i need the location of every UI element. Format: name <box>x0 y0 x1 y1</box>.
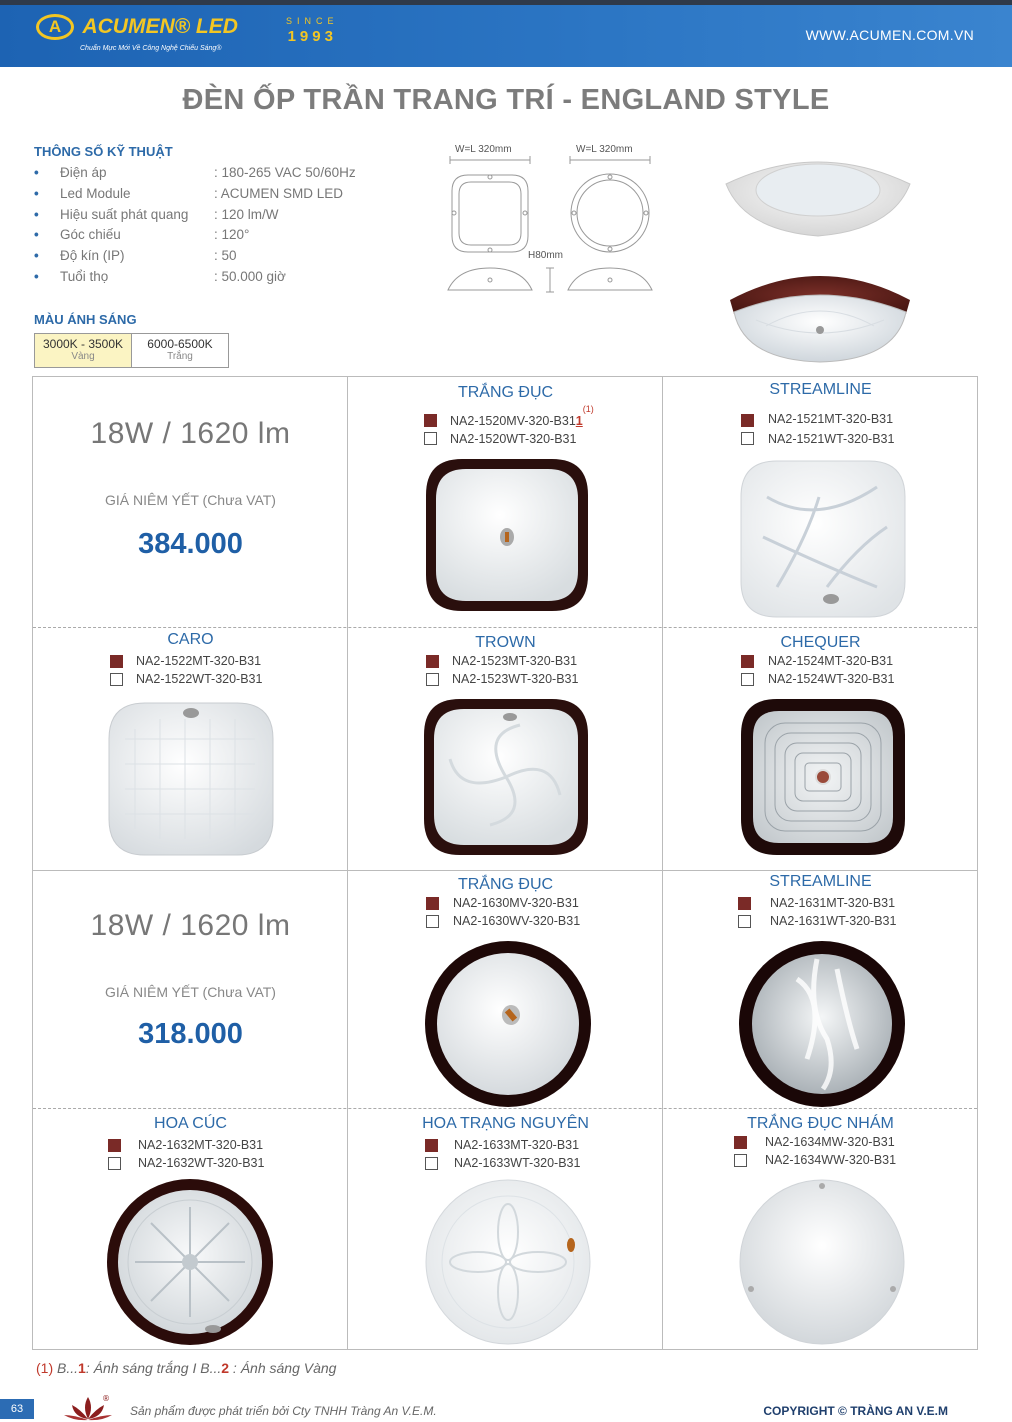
page-header <box>0 0 1012 67</box>
lamp-round-wood-streamline <box>737 939 907 1109</box>
cool-range: 6000-6500K <box>147 337 213 351</box>
product-name: TROWN <box>475 634 536 651</box>
round-width-label: W=L 320mm <box>576 144 633 155</box>
product-name: STREAMLINE <box>769 381 872 398</box>
lamp-round-white-hoa-trang-nguyen <box>423 1177 593 1347</box>
lamp-round-wood-plain <box>423 939 593 1109</box>
group1-wattage: 18W / 1620 lm <box>90 417 291 450</box>
specs-list <box>34 165 374 290</box>
spec-value: : 50 <box>214 248 237 264</box>
color-checkbox[interactable] <box>425 1157 438 1170</box>
since-label: SINCE <box>286 16 339 26</box>
group2-price-label: GIÁ NIÊM YẾT (Chưa VAT) <box>105 984 276 1000</box>
product-code: NA2-1630MV-320-B31 <box>453 896 579 910</box>
lamp-square-wood-trown <box>420 695 592 859</box>
spec-value: : 180-265 VAC 50/60Hz <box>214 165 356 180</box>
spec-row: • Led Module : ACUMEN SMD LED <box>34 185 344 201</box>
product-name: TRẮNG ĐỤC <box>457 876 554 893</box>
cool-light-option <box>131 333 229 368</box>
spec-key: Độ kín (IP) <box>60 248 125 264</box>
footnote-mark: 1 <box>575 414 583 429</box>
color-checkbox[interactable] <box>110 673 123 686</box>
spec-row: • Điện áp : 180-265 VAC 50/60Hz <box>34 165 356 180</box>
product-code: NA2-1631WT-320-B31 <box>770 914 897 928</box>
color-checkbox[interactable] <box>426 897 439 910</box>
spec-key: Tuổi thọ <box>60 268 109 284</box>
spec-row: • Tuổi thọ : 50.000 giờ <box>34 268 286 284</box>
footnote-text-2: : Ánh sáng Vàng <box>229 1360 337 1376</box>
specs-heading: THÔNG SỐ KỸ THUẬT <box>34 144 173 159</box>
page-title: ĐÈN ỐP TRẦN TRANG TRÍ - ENGLAND STYLE <box>182 84 830 116</box>
product-code: NA2-1521WT-320-B31 <box>768 432 895 446</box>
svg-text:®: ® <box>102 1394 110 1403</box>
footnote-text-1: : Ánh sáng trắng I B... <box>85 1360 222 1376</box>
color-checkbox[interactable] <box>426 915 439 928</box>
footnote-b1: B... <box>57 1360 79 1376</box>
product-code: NA2-1520WT-320-B31 <box>450 432 577 446</box>
lamp-square-white-streamline <box>737 457 909 621</box>
group2-price: 318.000 <box>138 1018 243 1050</box>
product-code: NA2-1523WT-320-B31 <box>452 672 579 686</box>
grid-divider <box>33 870 977 871</box>
product-code: NA2-1631MT-320-B31 <box>770 896 896 910</box>
footnote-sup: (1) <box>582 404 594 414</box>
lamp-square-wood-plain <box>422 455 592 615</box>
color-checkbox[interactable] <box>424 432 437 445</box>
spec-value: : 120° <box>214 227 250 243</box>
product-code: NA2-1520MV-320-B311$^{(1)}$ <box>450 404 594 429</box>
product-name: TRẮNG ĐỤC NHÁM <box>747 1115 894 1132</box>
product-code: NA2-1523MT-320-B31 <box>452 654 578 668</box>
header-stripe <box>0 0 1012 5</box>
product-code: NA2-1634MW-320-B31 <box>765 1135 895 1149</box>
product-name: STREAMLINE <box>769 873 872 890</box>
product-code: NA2-1633MT-320-B31 <box>454 1138 580 1152</box>
hero-lamp-white <box>722 144 914 240</box>
warm-range: 3000K - 3500K <box>42 337 124 351</box>
grid-divider <box>33 627 977 628</box>
color-checkbox[interactable] <box>741 673 754 686</box>
logo-a-icon: A <box>36 14 74 40</box>
footnote-digit-2: 2 <box>221 1360 230 1376</box>
color-checkbox[interactable] <box>741 414 754 427</box>
product-code: NA2-1632WT-320-B31 <box>138 1156 265 1170</box>
product-code: NA2-1634WW-320-B31 <box>765 1153 897 1167</box>
product-name: CARO <box>167 631 214 648</box>
product-name: TRẮNG ĐỤC <box>457 384 554 401</box>
spec-key: Hiệu suất phát quang <box>60 206 189 222</box>
product-code: NA2-1633WT-320-B31 <box>454 1156 581 1170</box>
group1-price-label: GIÁ NIÊM YẾT (Chưa VAT) <box>105 492 276 508</box>
lamp-square-wood-chequer <box>737 695 909 859</box>
color-checkbox[interactable] <box>108 1157 121 1170</box>
lotus-logo-icon <box>62 1393 114 1422</box>
lamp-round-white-frosted <box>737 1177 907 1347</box>
warm-light-option <box>34 333 132 368</box>
group1-price: 384.000 <box>138 528 243 560</box>
lamp-round-wood-hoa-cuc <box>105 1177 275 1347</box>
page-footer <box>0 1393 1012 1422</box>
product-code: NA2-1522WT-320-B31 <box>136 672 263 686</box>
spec-value: : 50.000 giờ <box>214 268 286 284</box>
spec-key: Điện áp <box>60 165 107 180</box>
color-checkbox[interactable] <box>426 655 439 668</box>
spec-row: • Góc chiếu : 120° <box>34 227 250 243</box>
product-name: HOA TRẠNG NGUYÊN <box>422 1115 589 1132</box>
grid-divider <box>347 377 348 1349</box>
color-checkbox[interactable] <box>734 1154 747 1167</box>
footnote-number: (1) <box>36 1360 54 1376</box>
brand-name: ACUMEN® LED <box>82 15 238 38</box>
color-checkbox[interactable] <box>110 655 123 668</box>
footnote-digit-1: 1 <box>78 1360 86 1376</box>
product-code: NA2-1522MT-320-B31 <box>136 654 262 668</box>
since-badge <box>286 16 339 45</box>
product-code: NA2-1521MT-320-B31 <box>768 412 894 426</box>
spec-row: • Độ kín (IP) : 50 <box>34 248 237 264</box>
product-code: NA2-1524MT-320-B31 <box>768 654 894 668</box>
footer-made-by: Sản phẩm được phát triển bởi Cty TNHH Tràng An V.E.M. <box>130 1404 437 1418</box>
product-code: NA2-1524WT-320-B31 <box>768 672 895 686</box>
spec-key: Led Module <box>60 185 131 201</box>
page-number: 63 <box>0 1399 34 1419</box>
color-checkbox[interactable] <box>108 1139 121 1152</box>
group2-wattage: 18W / 1620 lm <box>90 909 291 942</box>
product-code: NA2-1632MT-320-B31 <box>138 1138 264 1152</box>
hero-lamp-wood <box>726 256 914 366</box>
product-grid <box>32 376 978 1350</box>
footnote <box>36 1360 336 1376</box>
cool-name: Trắng <box>167 351 193 362</box>
acumen-logo <box>36 14 238 52</box>
product-name: HOA CÚC <box>154 1115 227 1132</box>
grid-divider <box>662 377 663 1349</box>
spec-row: • Hiệu suất phát quang : 120 lm/W <box>34 206 279 222</box>
color-checkbox[interactable] <box>425 1139 438 1152</box>
lamp-square-white-caro <box>105 699 277 859</box>
dimension-drawing <box>440 140 670 300</box>
website-link[interactable]: WWW.ACUMEN.COM.VN <box>805 27 974 43</box>
spec-key: Góc chiếu <box>60 227 121 243</box>
color-checkbox[interactable] <box>424 414 437 427</box>
spec-value: : 120 lm/W <box>214 206 279 222</box>
light-color-heading: MÀU ÁNH SÁNG <box>34 312 137 327</box>
footer-copyright: COPYRIGHT © TRÀNG AN V.E.M <box>763 1404 948 1418</box>
color-checkbox[interactable] <box>738 897 751 910</box>
product-code: NA2-1630WV-320-B31 <box>453 914 581 928</box>
since-year: 1993 <box>287 28 337 45</box>
color-checkbox[interactable] <box>426 673 439 686</box>
square-width-label: W=L 320mm <box>455 144 512 155</box>
brand-tagline: Chuẩn Mực Mới Về Công Nghệ Chiếu Sáng® <box>80 45 222 52</box>
height-label: H80mm <box>528 250 564 261</box>
color-checkbox[interactable] <box>741 655 754 668</box>
color-checkbox[interactable] <box>738 915 751 928</box>
color-checkbox[interactable] <box>741 432 754 445</box>
warm-name: Vàng <box>71 351 95 362</box>
spec-value: : ACUMEN SMD LED <box>214 185 344 201</box>
color-checkbox[interactable] <box>734 1136 747 1149</box>
product-name: CHEQUER <box>780 634 861 651</box>
